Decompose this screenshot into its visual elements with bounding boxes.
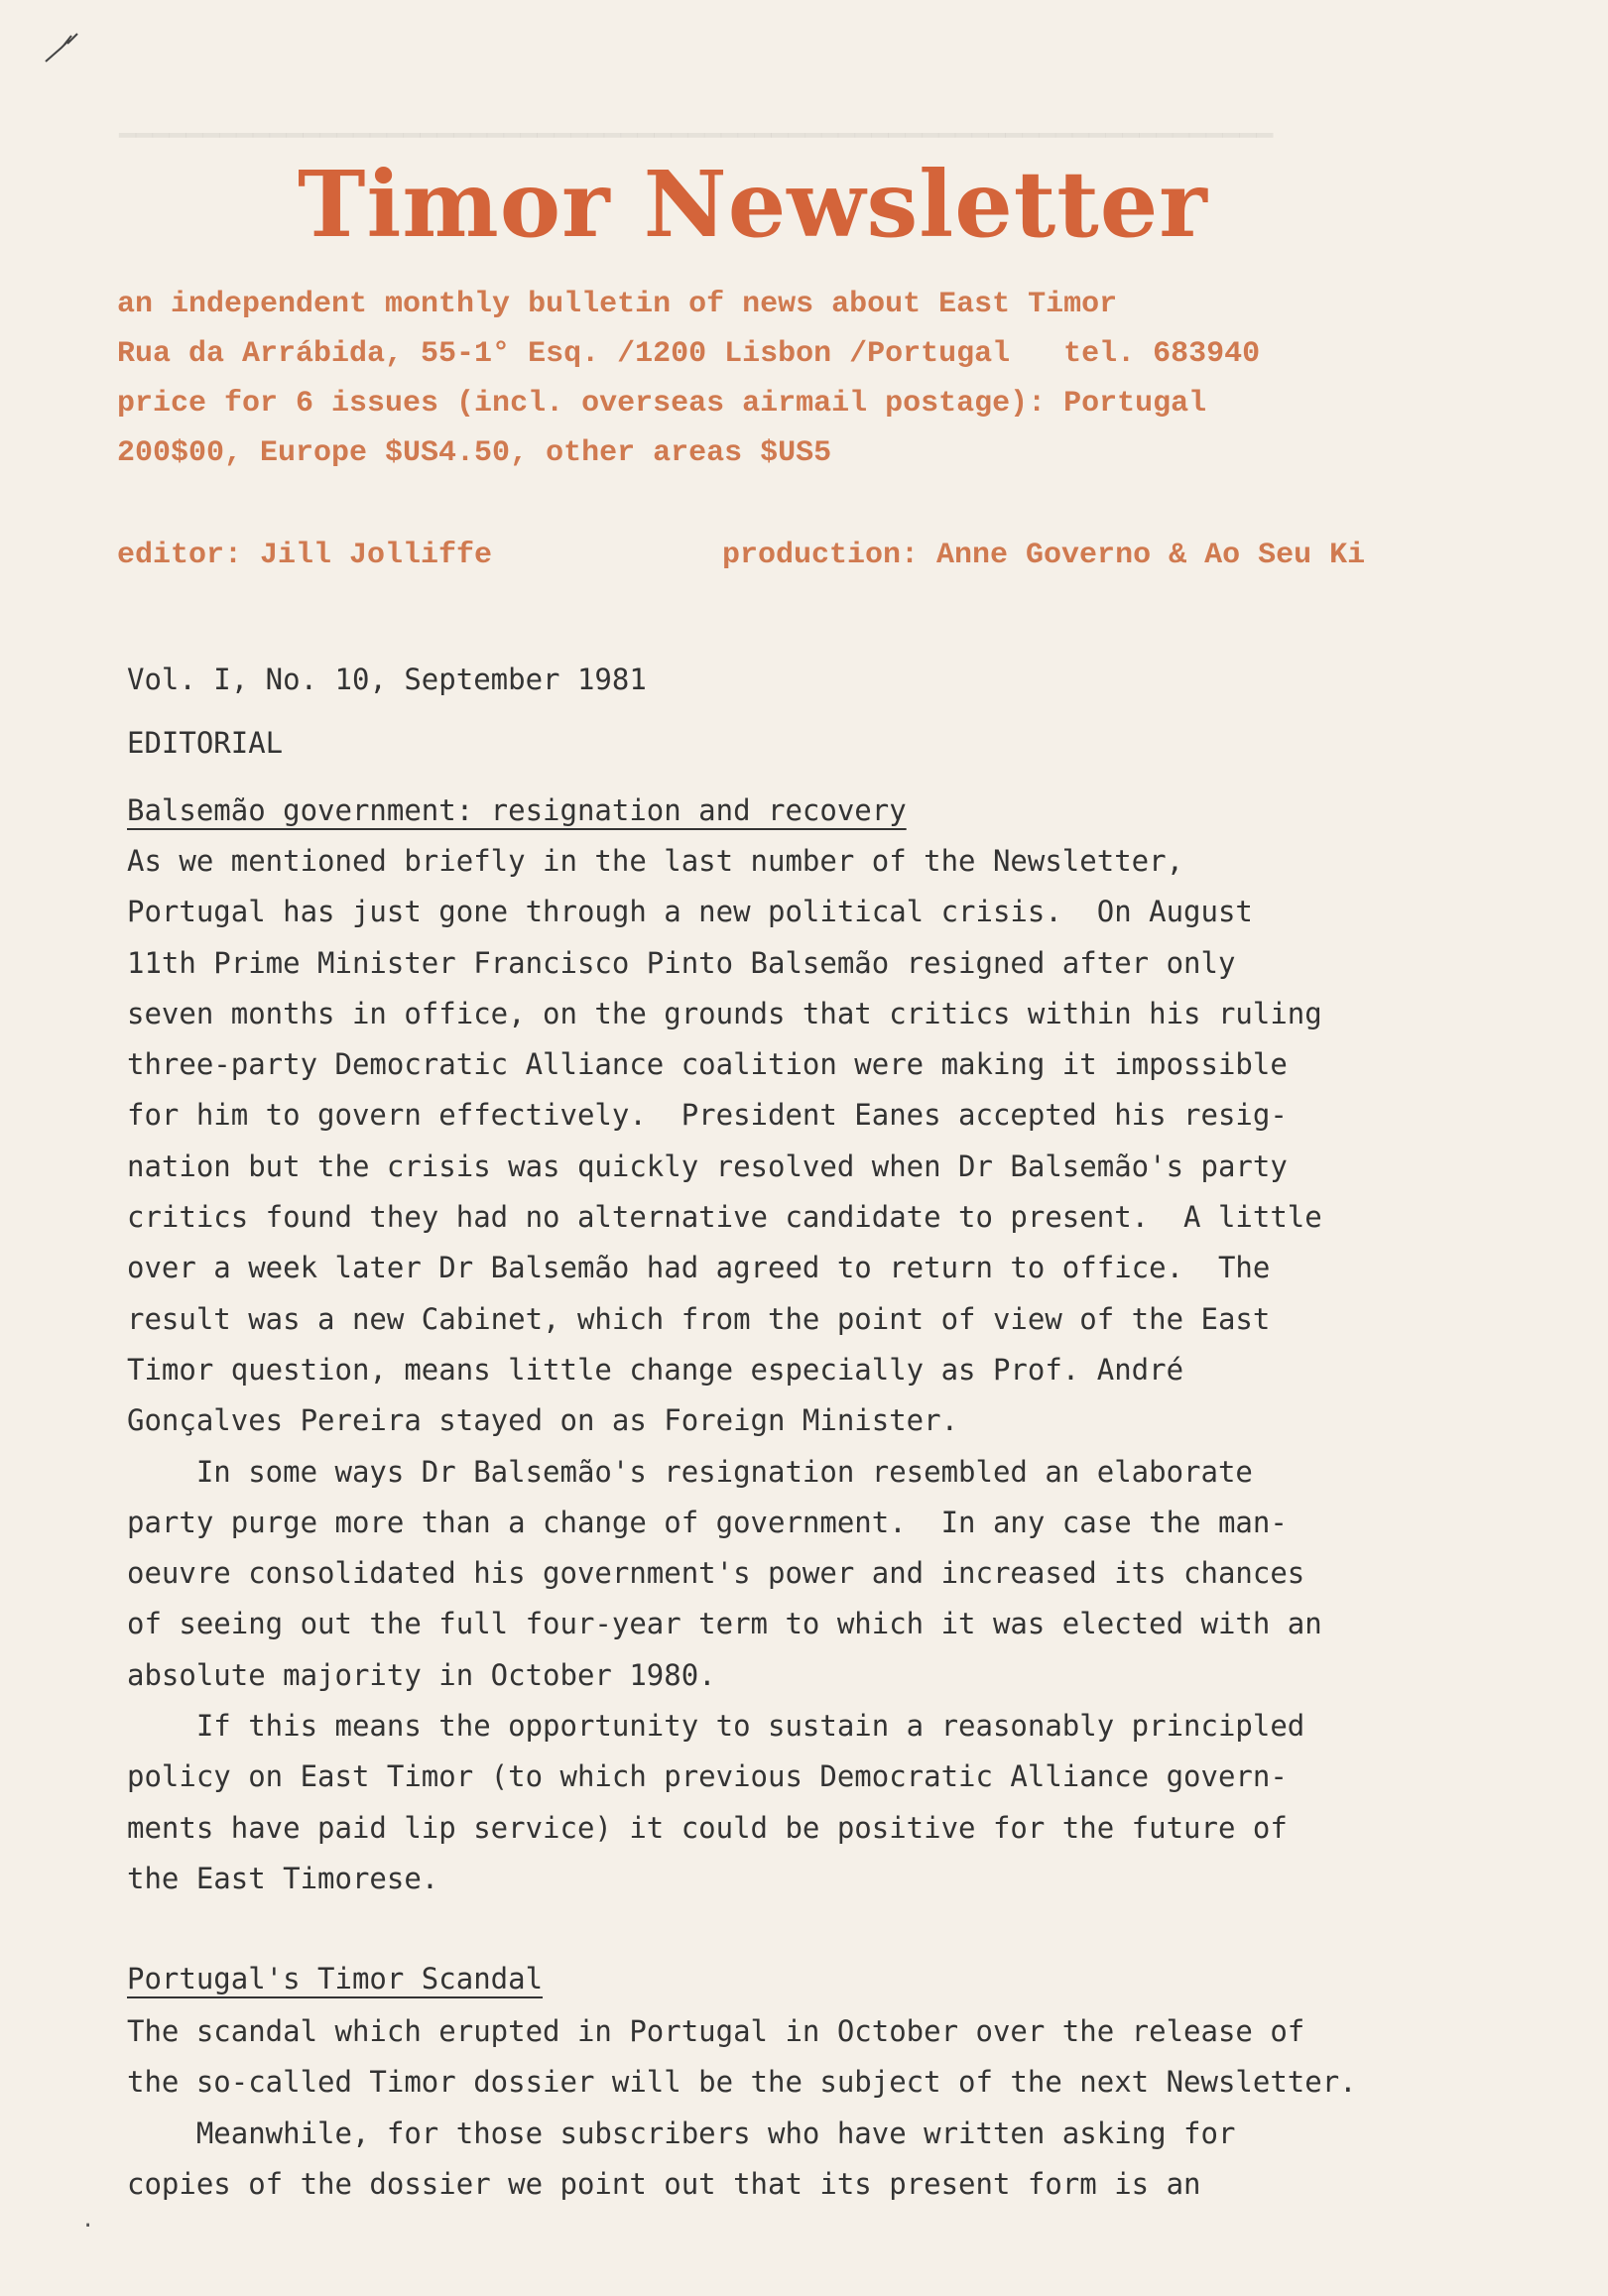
article2-line: copies of the dossier we point out that its present form is an: [127, 2166, 1201, 2201]
article1-line: critics found they had no alternative candidate to present. A little: [127, 1200, 1322, 1235]
article2-body: [127, 2006, 1526, 2210]
article1-body: [127, 836, 1526, 1904]
masthead-title: Timor Newsletter: [298, 151, 1208, 258]
article1-line: for him to govern effectively. President Eanes accepted his resig-: [127, 1098, 1288, 1133]
article1-line: three-party Democratic Alliance coalition were making it impossible: [127, 1047, 1288, 1082]
production-credit: production: Anne Governo & Ao Seu Ki: [722, 539, 1366, 572]
article1-line: Portugal has just gone through a new political crisis. On August: [127, 895, 1253, 929]
article1-line: In some ways Dr Balsemão's resignation resembled an elaborate: [127, 1454, 1253, 1489]
article2-line: Meanwhile, for those subscribers who have written asking for: [127, 2115, 1236, 2150]
bleed-through-shadow: ━━━━━━━━━━━━━━━━━━━━━━━━━━━━━━━━━━━━━━━━━━━━━━━━━━━━━━━━━━━━━━━━━━━━━: [119, 119, 1274, 152]
article1-line: Timor question, means little change especially as Prof. André: [127, 1352, 1184, 1387]
article1-heading: Balsemão government: resignation and recovery: [127, 793, 907, 827]
section-label: EDITORIAL: [127, 726, 284, 760]
masthead-price-line-1: price for 6 issues (incl. overseas airmail postage): Portugal: [117, 387, 1207, 421]
article1-line: seven months in office, on the grounds that critics within his ruling: [127, 996, 1322, 1030]
masthead-subtitle: an independent monthly bulletin of news about East Timor: [117, 288, 1118, 321]
article1-line: ments have paid lip service) it could be positive for the future of: [127, 1810, 1288, 1845]
article1-line: absolute majority in October 1980.: [127, 1657, 716, 1692]
article1-line: party purge more than a change of government. In any case the man-: [127, 1505, 1288, 1539]
article1-line: As we mentioned briefly in the last number of the Newsletter,: [127, 844, 1184, 878]
article2-line: the so-called Timor dossier will be the subject of the next Newsletter.: [127, 2065, 1357, 2100]
pen-mark-icon: [42, 28, 91, 67]
article1-line: If this means the opportunity to sustain a reasonably principled: [127, 1709, 1305, 1744]
masthead-price-line-2: 200$00, Europe $US4.50, other areas $US5: [117, 436, 832, 470]
article1-line: oeuvre consolidated his government's power and increased its chances: [127, 1556, 1305, 1591]
article1-line: the East Timorese.: [127, 1861, 439, 1895]
article1-line: policy on East Timor (to which previous Democratic Alliance govern-: [127, 1759, 1288, 1794]
article1-line: Gonçalves Pereira stayed on as Foreign Minister.: [127, 1403, 959, 1438]
article2-line: The scandal which erupted in Portugal in October over the release of: [127, 2014, 1305, 2048]
issue-line: Vol. I, No. 10, September 1981: [127, 663, 647, 696]
editor-credit: editor: Jill Jolliffe: [117, 539, 493, 572]
masthead-address: Rua da Arrábida, 55-1° Esq. /1200 Lisbon /Portugal tel. 683940: [117, 337, 1261, 371]
article1-line: nation but the crisis was quickly resolved when Dr Balsemão's party: [127, 1148, 1288, 1183]
article1-line: 11th Prime Minister Francisco Pinto Balsemão resigned after only: [127, 945, 1236, 980]
article2-heading: Portugal's Timor Scandal: [127, 1962, 544, 1995]
article1-line: over a week later Dr Balsemão had agreed to return to office. The: [127, 1251, 1271, 1285]
article1-line: result was a new Cabinet, which from the point of view of the East: [127, 1301, 1271, 1336]
article1-line: of seeing out the full four-year term to which it was elected with an: [127, 1607, 1322, 1641]
margin-mark: ·: [81, 2214, 95, 2238]
